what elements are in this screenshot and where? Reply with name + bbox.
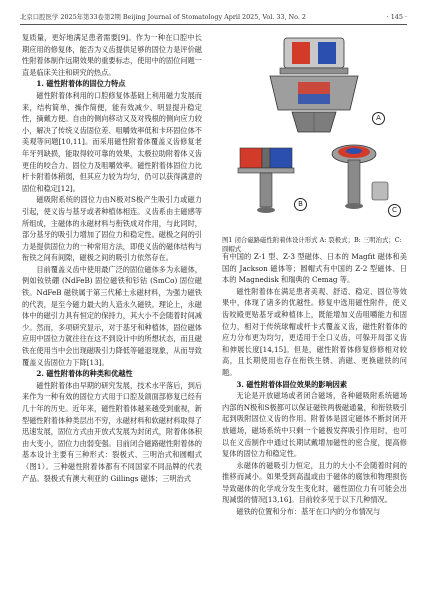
paragraph: 无论是开放磁场或者闭合磁场，各种磁吸附系统磁场内部的N极和S极都可以保证磁铁两极磁通量，和衔铁吸引起到吸附固位义齿的作用。附着体是固定磁体不断封闭开放磁场，磁场系统中只剩一个磁极发挥吸引作用时，也可以在义齿制作中通过长期试戴增加磁性的密合度，提高修复体的固位力和稳定性。 [222,391,407,459]
figure-1 [222,32,407,232]
page-number: · 145 · [386,13,407,21]
paragraph: 磁性附着体利用的口腔修复体基础上利用磁力发展而来，结构简单，操作简便，能有效减少、明显提升稳定性，摘戴方便。自由的侧向移动又及对残根的侧向应力较小，解决了传统义齿固位差、咀嚼效率低和卡环固位体不美观等问题[10,11]。而采用磁性附着体覆盖义齿修复老年牙列缺损，能取得较可靠的效果，太极拉助附着体义齿更佳的咬合力、固位力及咀嚼效率。磁性附着体固位力比杆卡附着体稍弱，但其应力较为均匀，仍可以获得满意的固位和稳定[12]。 [22,90,202,193]
panel-c-drawing [332,145,388,209]
right-text-column [222,251,407,518]
left-text-column [22,32,202,484]
panel-label-c: C [388,204,401,217]
section-heading: 2. 磁性附着体的种类和优越性 [36,369,133,379]
journal-header-info: 北京口腔医学 2025年第33卷第2期 Beijing Journal of Stomatology April 2025, Vol. 33, No. 2 [20,13,306,21]
section-heading: 3. 磁性附着体固位效果的影响因素 [236,379,348,389]
paragraph: 永磁体的磁吸引力恒定，且力的大小不会随着时间的推移而减小。如果受到高温或由于磁体的腐蚀和物理损伤导致磁体的化学成分发生变化时，磁性固位力有可能会出现减弱的情况[13,16]。目前较多见于以下几种情况。 [222,460,407,505]
magnet-attachment-illustration [222,32,407,232]
panel-a-root [292,112,336,132]
paragraph: 磁性附着体由早期的研究发展，技术水平落后，到后来作为一种有效的固位方式用于口腔及颌面部修复已经有几十年的历史。近年来，磁性附着体越来越受到重视，新型磁性附着体种类层出不穷，永磁材料和软磁材料取得了迅速发展，固位方式由开放式发展为封闭式，附着体体积由大变小，固位力由弱变强。目前闭合磁路磁性附着体的基本设计主要有三种形式：裂极式、三明治式和圆帽式（图1）。三种磁性附着体都有不同国家不同品牌的代表产品。裂极式有澳大利亚的 Gillings 磁体；三明治式 [22,380,202,483]
paragraph: 磁性附着体在满足患者美观、舒适、稳定、固位等效果中，体现了诸多的优越性。修复中选用磁性附件，使义齿咬殿更贴基牙或种植体上，既能增加义齿咀嚼能力和固位力，相对于传统球帽或杆卡式覆盖义齿，磁性附着体的应力分布更为均匀，更适用于全口义齿，可躲开局部义齿和伸展长度[14,15]。但是，磁性附着体修复修修相对较高，且长期使用也存在衔铁生锈、消磁、更换磁铁的问题。 [222,286,407,377]
paragraph: 有中国的 Z-1 型、Z-3 型磁体、日本的 Magfit 磁体和美国的 Jackson 磁体等；圆帽式有中国的 Z-2 型磁体、日本的 Magnedisk 和瑞典的 Cemag 等。 [222,252,407,285]
panel-label-b: B [294,198,307,211]
paragraph: 目前覆盖义齿中使用最广泛的固位磁体多为永磁体，例如钕铁硼 (NdFeB) 固位磁铁和钐钴 (SmCo) 固位磁铁。NdFeB 磁铁属于第三代稀土永磁材料，为强力磁铁的代表，是至今磁力最大的人造永久磁铁。理论上，永磁体中的磁引力具有恒定的保持力，其大小不会随着时间减少。然而，多项研究显示，对于基牙和种植体，固位磁体应用中固位力就往往在这不到设计中的所想状态，而且磁铁在使用当中会出现磁吸引力降低等磁退现象，从而导致覆盖义齿固位力下降[13]。 [22,264,202,367]
panel-label-a: A [372,112,385,125]
paragraph: 磁吸附系统的固位力由N极对S极产生吸引力或磁力引起，使义齿与基牙或者种植体相连。义齿系由主磁感等所组成，主磁体的永磁材料与衔铁成对作用，与此同时，部分基牙的吸引力增加了固位力和稳定性。磁极之间的引力是提供固位力的一种常用方法，即使义齿的磁体结构与衔铁之间有间隙，磁极之间的吸引力依然存在。 [22,195,202,263]
panel-b-drawing [238,148,294,213]
section-heading: 1. 磁性附着体的固位力特点 [36,79,126,89]
figure-caption: 图1 闭合磁路磁性附着体设计形式 A: 裂极式；B: 三明治式；C: 圆帽式 [222,236,402,253]
paragraph: 复质量，更好地满足患者需要[9]。作为一种在口腔中长期应用的修复体，能否为义齿提供足够的固位力是评价磁性附着体制作远期效果的重要标志，使用中的固位问题一直是临床关注和研究的热点。 [22,33,202,77]
paragraph: 磁铁的位置和分布：基牙在口内的分布情况与 [236,507,381,517]
panel-a-drawing [270,38,358,110]
running-header [20,10,407,25]
